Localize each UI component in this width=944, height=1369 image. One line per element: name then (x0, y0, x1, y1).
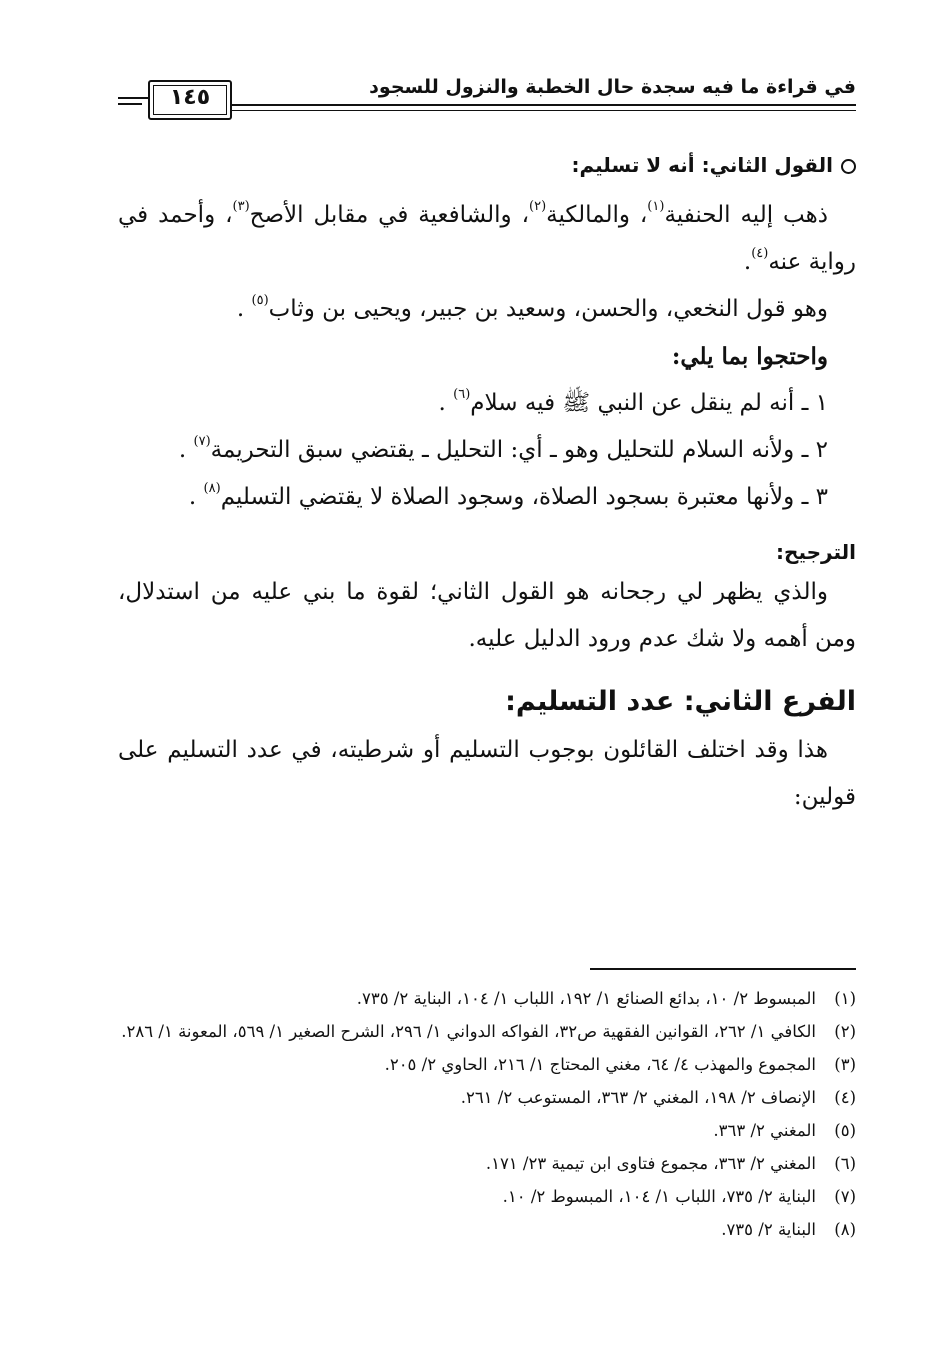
section-heading-count: الفرع الثاني: عدد التسليم: (505, 686, 856, 717)
footnote-ref[interactable]: (٧) (193, 434, 211, 450)
footnote-separator (590, 968, 856, 970)
section-heading-second-opinion: القول الثاني: أنه لا تسليم: (118, 148, 856, 182)
footnote-item: (٥) المغني ٢/ ٣٦٣. (713, 1121, 856, 1140)
footnote-item: (٢) الكافي ١/ ٢٦٢، القوانين الفقهية ص٣٢، الفواكه الدواني ١/ ٢٩٦، الشرح الصغير ١/ ٥٦٩، المعونة ١/ ٢٨٦. (121, 1022, 856, 1041)
page-number: ١٤٥ (169, 85, 211, 110)
header-rule-left (118, 97, 148, 99)
footnotes (110, 982, 856, 1246)
circle-bullet-icon (841, 159, 856, 174)
evidence-item-3: ٣ ـ ولأنها معتبرة بسجود الصلاة، وسجود الصلاة لا يقتضي التسليم$^{(٨)}$ . (188, 481, 828, 510)
header-rule (228, 104, 856, 106)
running-title: في قراءة ما فيه سجدة حال الخطبة والنزول للسجود (369, 76, 856, 98)
footnote-ref[interactable]: (١) (647, 199, 665, 215)
page-number-frame (148, 80, 232, 120)
tarjih-paragraph: والذي يظهر لي رجحانه هو القول الثاني؛ لقوة ما بني عليه من استدلال، ومن أهمه ولا شك عدم ورود الدليل عليه. (118, 579, 856, 652)
footnote-ref[interactable]: (٥) (251, 293, 269, 309)
footnote-item: (٧) البناية ٢/ ٧٣٥، اللباب ١/ ١٠٤، المبسوط ٢/ ١٠. (502, 1187, 856, 1206)
header-rule-thin (228, 110, 856, 111)
main-text (118, 148, 856, 821)
tarjih-heading: الترجيح: (776, 540, 856, 564)
footnote-ref[interactable]: (٣) (232, 199, 250, 215)
page-header (118, 70, 856, 126)
footnote-item: (١) المبسوط ٢/ ١٠، بدائع الصنائع ١/ ١٩٢، اللباب ١/ ١٠٤، البناية ٢/ ٧٣٥. (356, 989, 856, 1008)
footnote-item: (٦) المغني ٢/ ٣٦٣، مجموع فتاوى ابن تيمية ٢٣/ ١٧١. (485, 1154, 856, 1173)
evidence-item-1: ١ ـ أنه لم ينقل عن النبي ﷺ فيه سلام$^{(٦)}$ . (438, 387, 828, 416)
footnote-ref[interactable]: (٤) (751, 246, 769, 262)
footnote-item: (٨) البناية ٢/ ٧٣٥. (721, 1220, 856, 1239)
paragraph-opinion-holders: ذهب إليه الحنفية$^{(١)}$، والمالكية$^{(٢)}$، والشافعية في مقابل الأصح$^{(٣)}$، وأحمد في رواية عنه$^{(٤)}$. (118, 199, 856, 275)
section-count-paragraph: هذا وقد اختلف القائلون بوجوب التسليم أو شرطيته، في عدد التسليم على قولين: (118, 737, 856, 810)
header-rule-left-thin (118, 103, 142, 105)
evidence-heading: واحتجوا بما يلي: (671, 343, 828, 370)
footnote-ref[interactable]: (٢) (529, 199, 547, 215)
footnote-item: (٣) المجموع والمهذب ٤/ ٦٤، مغني المحتاج ١/ ٢١٦، الحاوي ٢/ ٢٠٥. (384, 1055, 856, 1074)
footnote-ref[interactable]: (٦) (453, 387, 471, 403)
footnote-ref[interactable]: (٨) (203, 481, 221, 497)
evidence-item-2: ٢ ـ ولأنه السلام للتحليل وهو ـ أي: التحليل ـ يقتضي سبق التحريمة$^{(٧)}$ . (178, 434, 828, 463)
footnote-item: (٤) الإنصاف ٢/ ١٩٨، المغني ٢/ ٣٦٣، المستوعب ٢/ ٢٦١. (460, 1088, 856, 1107)
paragraph-scholars: وهو قول النخعي، والحسن، وسعيد بن جبير، ويحيى بن وثاب$^{(٥)}$ . (236, 293, 828, 322)
